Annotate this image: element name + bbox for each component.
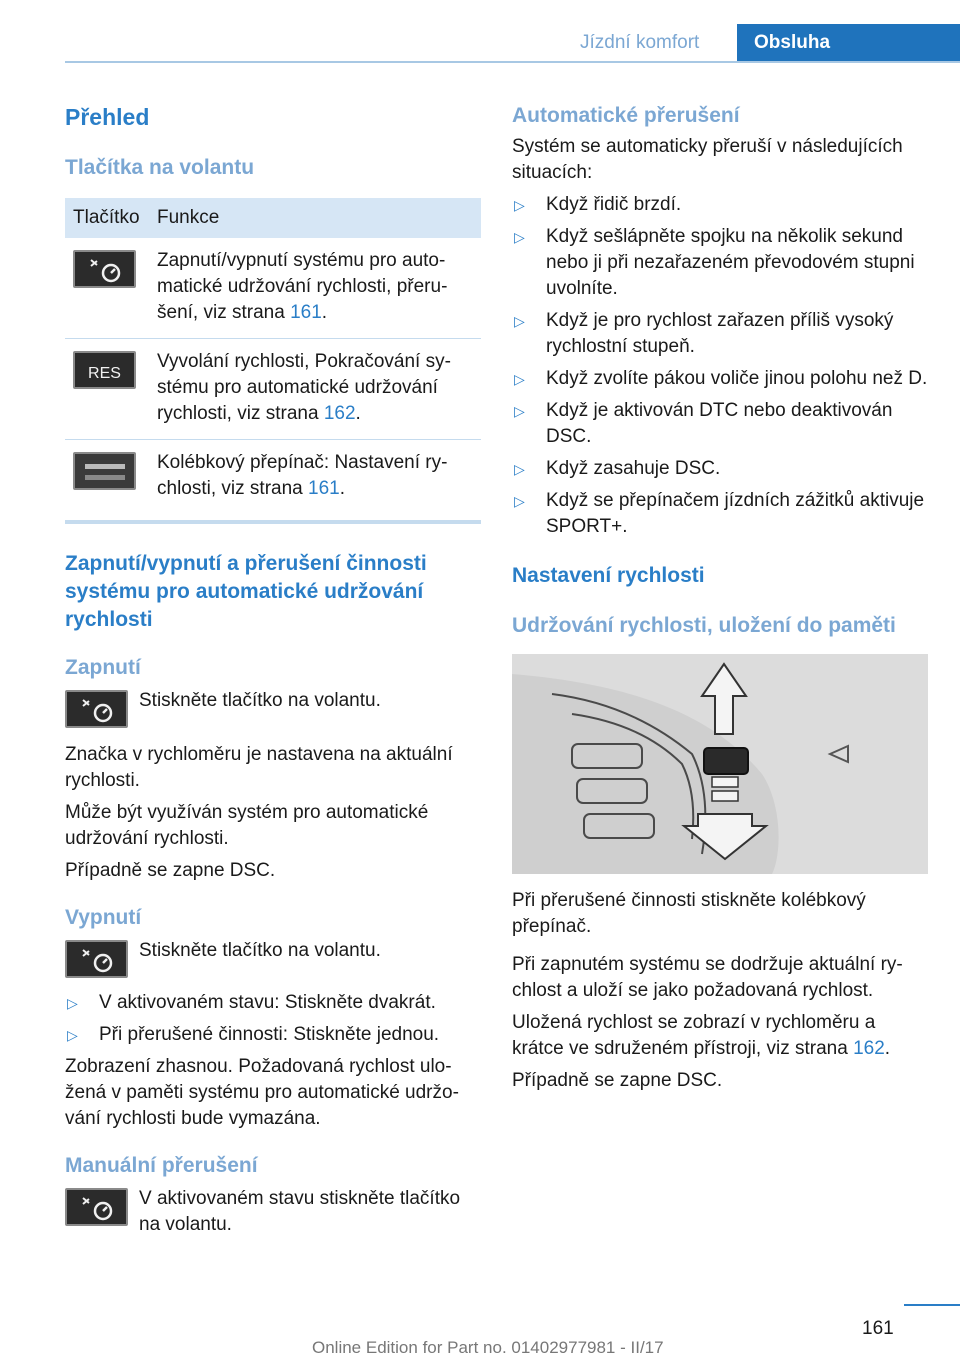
paragraph: Zobrazení zhasnou. Požadovaná rychlost uložená v paměti systému pro automatické udržování rychlosti bude vymazána. bbox=[65, 1056, 459, 1129]
paragraph: Při přerušené činnosti stiskněte kolébkový přepínač. bbox=[512, 890, 866, 937]
table-header-button: Tlačítko bbox=[65, 198, 149, 238]
right-column bbox=[512, 102, 928, 1094]
header-section-title: Jízdní komfort bbox=[580, 32, 700, 53]
steering-wheel-illustration bbox=[512, 654, 928, 874]
triangle-bullet-icon: ▷ bbox=[514, 403, 525, 419]
row-function-text: Kolébkový přepínač: Nastavení rychlosti, viz strana bbox=[157, 452, 448, 499]
table-row: Zapnutí/vypnutí systému pro automatické udržování rychlosti, přerušení, viz strana 161. bbox=[65, 238, 481, 339]
header-rule bbox=[65, 61, 960, 63]
subtitle-on: Zapnutí bbox=[65, 656, 141, 679]
list-item: ▷ Když je aktivován DTC nebo deaktivován DSC. bbox=[512, 398, 928, 450]
subtitle-manual: Manuální přerušení bbox=[65, 1154, 258, 1177]
page-title: Přehled bbox=[65, 104, 150, 130]
subtitle-steering-buttons: Tlačítka na volantu bbox=[65, 156, 255, 179]
paragraph: Při zapnutém systému se dodržuje aktuální rychlost a uloží se jako požadovaná rychlost. bbox=[512, 954, 903, 1001]
triangle-bullet-icon: ▷ bbox=[514, 313, 525, 329]
paragraph: Uložená rychlost se zobrazí v rychloměru a krátce ve sdruženém přístroji, viz strana 162. bbox=[512, 1012, 891, 1059]
cruise-control-button-icon bbox=[65, 1188, 128, 1226]
paragraph: Může být využíván systém pro automatické udržování rychlosti. bbox=[65, 802, 429, 849]
triangle-bullet-icon: ▷ bbox=[514, 229, 525, 245]
cruise-control-button-icon bbox=[65, 940, 128, 978]
cruise-control-button-icon bbox=[65, 690, 128, 728]
off-instruction: Stiskněte tlačítko na volantu. bbox=[65, 938, 481, 978]
list-item: ▷ Když řidič brzdí. bbox=[512, 192, 928, 218]
list-item: ▷ Když se přepínačem jízdních zážitků aktivuje SPORT+. bbox=[512, 488, 928, 540]
table-row: Kolébkový přepínač: Nastavení rychlosti, viz strana 161. bbox=[65, 440, 481, 515]
section-title-speed: Nastavení rychlosti bbox=[512, 564, 705, 587]
page-link[interactable]: 161 bbox=[290, 302, 322, 323]
paragraph: Značka v rychloměru je nastavena na aktuální rychlosti. bbox=[65, 744, 453, 791]
table-header-function: Funkce bbox=[149, 198, 481, 238]
off-bullet-list bbox=[65, 990, 481, 1048]
auto-bullet-list bbox=[512, 192, 928, 540]
triangle-bullet-icon: ▷ bbox=[67, 1027, 78, 1043]
list-item: ▷ Při přerušené činnosti: Stiskněte jednou. bbox=[65, 1022, 481, 1048]
triangle-bullet-icon: ▷ bbox=[514, 461, 525, 477]
subtitle-store-speed: Udržování rychlosti, uložení do paměti bbox=[512, 614, 896, 637]
page-link[interactable]: 162 bbox=[323, 403, 356, 424]
page-number-rule bbox=[904, 1304, 960, 1306]
list-item: ▷ Když je pro rychlost zařazen příliš vysoký rychlostní stupeň. bbox=[512, 308, 928, 360]
left-column bbox=[65, 102, 481, 1238]
cruise-control-button-icon bbox=[73, 250, 136, 288]
page-link[interactable]: 161 bbox=[308, 478, 340, 499]
row-function-text: Vyvolání rychlosti, Pokračování systému pro automatické udržování rychlosti, viz strana bbox=[157, 351, 451, 424]
paragraph: Případně se zapne DSC. bbox=[65, 860, 276, 881]
subtitle-off: Vypnutí bbox=[65, 906, 142, 929]
footer-edition: Online Edition for Part no. 01402977981 - II/17 bbox=[312, 1338, 664, 1357]
table-bottom-rule bbox=[65, 520, 481, 524]
manual-instruction: V aktivovaném stavu stiskněte tlačítko na volantu. bbox=[65, 1186, 481, 1238]
page-link[interactable]: 162 bbox=[853, 1038, 885, 1059]
list-item: ▷ Když zvolíte pákou voliče jinou polohu než D. bbox=[512, 366, 928, 392]
triangle-bullet-icon: ▷ bbox=[514, 493, 525, 509]
triangle-bullet-icon: ▷ bbox=[514, 197, 525, 213]
on-instruction: Stiskněte tlačítko na volantu. bbox=[65, 688, 481, 728]
list-item: ▷ Když sešlápněte spojku na několik sekund nebo ji při nezařazeném převodovém stupni uvolníte. bbox=[512, 224, 928, 302]
row-function-text: Zapnutí/vypnutí systému pro automatické udržování rychlosti, přerušení, viz strana bbox=[157, 250, 448, 323]
list-item: ▷ Když zasahuje DSC. bbox=[512, 456, 928, 482]
header-chapter-tab: Obsluha bbox=[737, 24, 960, 63]
res-button-icon: RES bbox=[73, 351, 136, 389]
section-title-on-off: Zapnutí/vypnutí a přerušení činnosti systému pro automatické udržování rychlosti bbox=[65, 552, 427, 631]
rocker-switch-icon bbox=[73, 452, 136, 490]
paragraph: Případně se zapne DSC. bbox=[512, 1070, 723, 1091]
triangle-bullet-icon: ▷ bbox=[67, 995, 78, 1011]
table-row: RES Vyvolání rychlosti, Pokračování systému pro automatické udržování rychlosti, viz strana 162. bbox=[65, 339, 481, 440]
subtitle-auto-interrupt: Automatické přerušení bbox=[512, 104, 740, 127]
list-item: ▷ V aktivovaném stavu: Stiskněte dvakrát. bbox=[65, 990, 481, 1016]
paragraph: Systém se automaticky přeruší v následujících situacích: bbox=[512, 136, 903, 183]
buttons-table bbox=[65, 198, 481, 514]
page-number: 161 bbox=[862, 1318, 894, 1339]
triangle-bullet-icon: ▷ bbox=[514, 371, 525, 387]
table-header-row bbox=[65, 198, 481, 238]
